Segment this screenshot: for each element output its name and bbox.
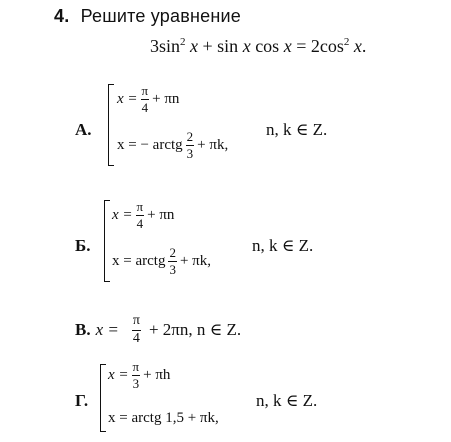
option-b-letter[interactable]: Б. — [75, 236, 91, 255]
option-b-line1-tail: + πn — [147, 206, 175, 223]
frac-den: 4 — [132, 330, 140, 346]
main-equation: $3\sin^2$ x + sin x $\cos x = 2\cos^2$ x. — [150, 36, 367, 56]
task-number: 4. — [54, 6, 70, 26]
option-g-line2-text: x = arctg 1,5 + πk, — [108, 410, 219, 426]
eq-exp-1: 2 — [180, 36, 186, 48]
option-g-letter[interactable]: Г. — [75, 391, 89, 410]
eq-term-2cos: 2cos — [310, 36, 344, 56]
eq-equals: = — [296, 36, 307, 56]
option-g-line2 — [108, 410, 219, 427]
frac-den: 3 — [169, 261, 176, 277]
option-a-line2 — [117, 130, 228, 160]
eq-cos: cos — [255, 36, 280, 56]
option-g-line1-tail: + πh — [143, 366, 171, 383]
option-a-line1-frac — [141, 84, 150, 114]
task-title: Решите уравнение — [80, 6, 241, 26]
frac-num: π — [141, 83, 149, 98]
option-a-line2-tail: + πk, — [197, 136, 229, 153]
option-v-frac — [132, 314, 141, 346]
option-b-line1-lhs: x = — [112, 206, 133, 223]
option-v-lhs: x = — [95, 320, 119, 340]
eq-var: x — [283, 36, 292, 56]
option-v-tail: + 2πn, n ∈ Z. — [148, 320, 242, 340]
frac-num: π — [132, 313, 140, 328]
option-g-line1-lhs: x = — [108, 366, 129, 383]
option-b-line1 — [112, 200, 174, 230]
option-a-condition: n, k ∈ Z. — [266, 120, 328, 139]
eq-var: x — [353, 36, 362, 56]
option-v-letter[interactable]: В. — [75, 320, 91, 340]
eq-exp-2: 2 — [343, 36, 350, 48]
frac-den: 4 — [136, 215, 144, 231]
option-g-line1 — [108, 360, 170, 390]
option-b-line2-lhs: x = arctg — [112, 252, 166, 269]
option-a-line1-lhs: x = — [117, 90, 138, 107]
option-b-line1-frac — [136, 200, 145, 230]
option-b-line2 — [112, 246, 211, 276]
eq-var: x — [242, 36, 251, 56]
eq-plus: + — [202, 36, 213, 56]
frac-num: 2 — [186, 129, 194, 144]
option-g-line1-frac — [132, 360, 141, 390]
option-a-letter[interactable]: А. — [75, 120, 92, 139]
task-heading — [54, 6, 241, 27]
option-a-line1-tail: + πn — [152, 90, 180, 107]
eq-term-3sin: 3sin — [150, 36, 181, 56]
frac-den: 4 — [141, 99, 149, 115]
frac-num: 2 — [169, 245, 176, 260]
option-v-row — [75, 314, 241, 346]
option-a-line2-lhs: x = − arctg — [117, 136, 183, 153]
option-g-bracket — [100, 364, 106, 432]
option-b-bracket — [104, 200, 110, 282]
frac-den: 3 — [132, 375, 140, 391]
option-b-condition: n, k ∈ Z. — [252, 236, 314, 255]
option-a-line2-frac — [186, 130, 195, 160]
option-a-line1 — [117, 84, 179, 114]
option-b-line2-frac — [168, 246, 177, 276]
frac-num: π — [136, 199, 144, 214]
eq-sin: sin — [217, 36, 239, 56]
option-a-bracket — [108, 84, 114, 166]
frac-num: π — [132, 359, 140, 374]
eq-var: x — [190, 36, 199, 56]
option-b-line2-tail: + πk, — [179, 252, 211, 269]
frac-den: 3 — [186, 145, 194, 161]
option-g-condition: n, k ∈ Z. — [256, 391, 318, 410]
